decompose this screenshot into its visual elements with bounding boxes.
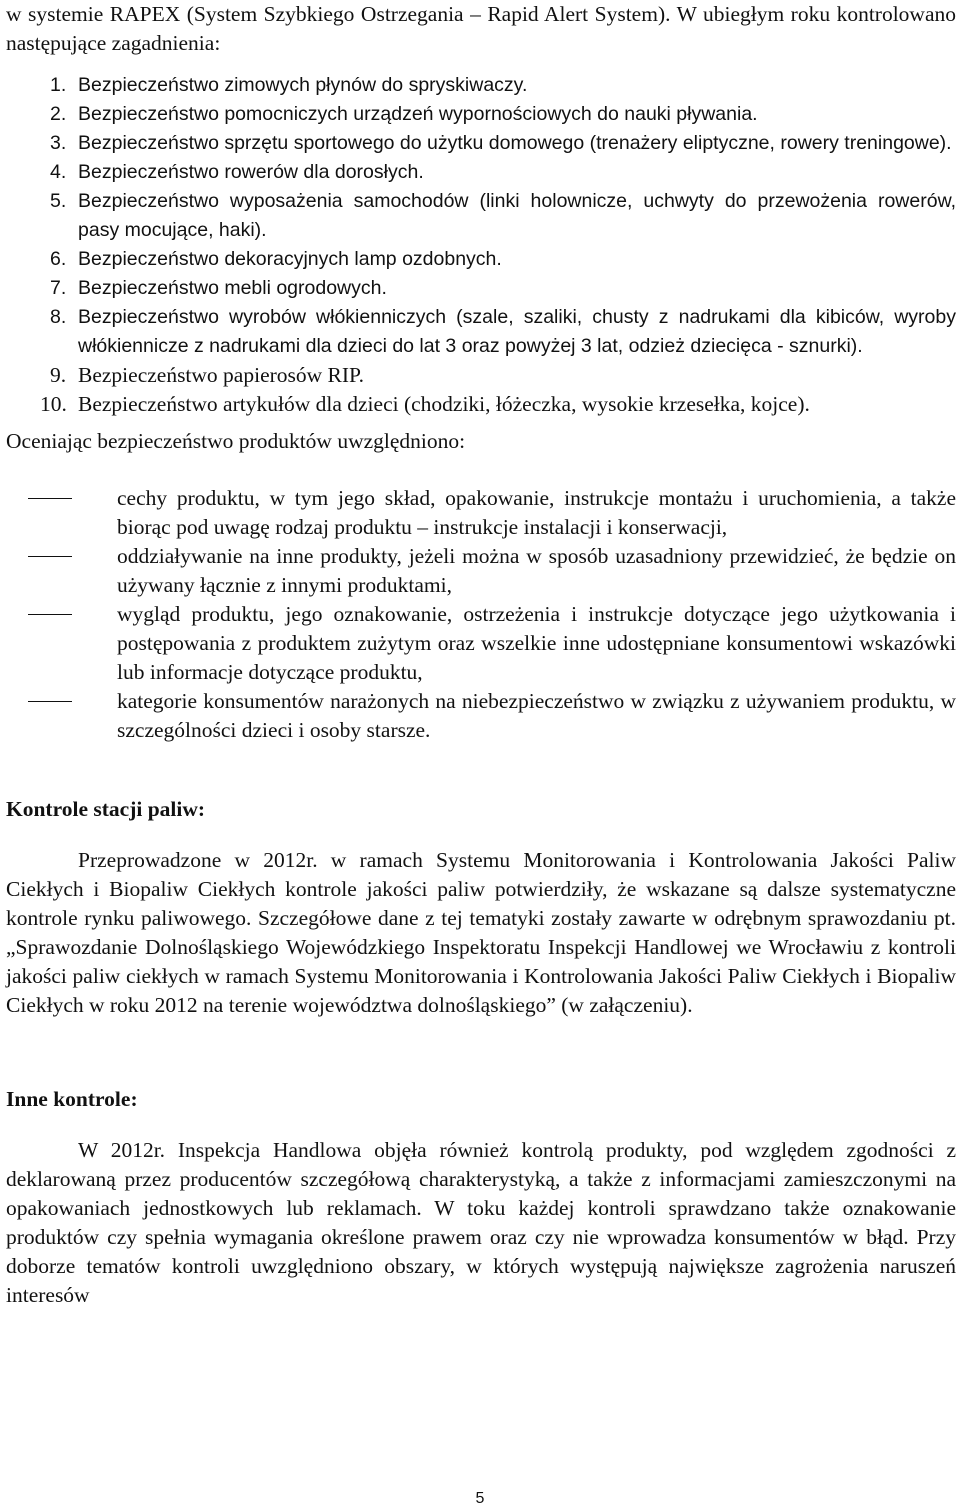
list-item-text: kategorie konsumentów narażonych na niebezpieczeństwo w związku z używaniem produktu, w szczególności dzieci i osoby starsze. <box>117 689 956 742</box>
list-item-text: Bezpieczeństwo dekoracyjnych lamp ozdobnych. <box>78 248 502 270</box>
fuel-section-heading: Kontrole stacji paliw: <box>6 797 206 821</box>
list-item-text: Bezpieczeństwo zimowych płynów do spryskiwaczy. <box>78 74 528 96</box>
list-item-text: Bezpieczeństwo papierosów RIP. <box>78 363 364 387</box>
list-item-number: 3. <box>50 132 67 154</box>
list-item-text: Bezpieczeństwo pomocniczych urządzeń wypornościowych do nauki pływania. <box>78 103 758 125</box>
document-page <box>6 0 956 1310</box>
list-item <box>6 100 956 129</box>
other-section-heading: Inne kontrole: <box>6 1087 138 1111</box>
other-section-body: W 2012r. Inspekcja Handlowa objęła również kontrolą produkty, pod względem zgodności z deklarowaną przez producentów szczegółową charakterystyką, a także z informacjami zamieszczonymi na opakowaniach jednostkowych lub reklamach. W toku każdej kontroli sprawdzano także oznakowanie produktów czy spełnia wymagania określone prawem oraz czy nie wprowadza konsumentów w błąd. Przy doborze tematów kontroli uwzględniono obszary, w których występują największe zagrożenia naruszeń interesów <box>6 1138 956 1307</box>
list-item <box>6 71 956 100</box>
list-item <box>6 687 956 745</box>
list-item-number: 9. <box>50 363 67 387</box>
list-item <box>6 303 956 361</box>
list-item-number: 5. <box>50 190 67 212</box>
list-item <box>6 129 956 158</box>
fuel-section-body: Przeprowadzone w 2012r. w ramach Systemu Monitorowania i Kontrolowania Jakości Paliw Ciekłych i Biopaliw Ciekłych kontrole jakości paliw potwierdziły, że wskazane są dalsze systematyczne kontrole rynku paliwowego. Szczegółowe dane z tej tematyki zostały zawarte w odrębnym sprawozdaniu pt. „Sprawozdanie Dolnośląskiego Wojewódzkiego Inspektoratu Inspekcji Handlowej we Wrocławiu z kontroli jakości paliw ciekłych w ramach Systemu Monitorowania i Kontrolowania Jakości Paliw Ciekłych i Biopaliw Ciekłych w roku 2012 na terenie województwa dolnośląskiego” (w załączeniu). <box>6 848 956 1017</box>
dash-bullet <box>28 701 72 702</box>
list-item-number: 6. <box>50 248 67 270</box>
topics-list <box>6 71 956 419</box>
list-item-text: Bezpieczeństwo artykułów dla dzieci (chodziki, łóżeczka, wysokie krzesełka, kojce). <box>78 392 810 416</box>
assessment-lead: Oceniając bezpieczeństwo produktów uwzględniono: <box>6 429 466 453</box>
list-item-text: Bezpieczeństwo mebli ogrodowych. <box>78 277 387 299</box>
page-number: 5 <box>475 1490 485 1507</box>
list-item-number: 10. <box>40 392 67 416</box>
list-item-number: 8. <box>50 306 67 328</box>
list-item <box>6 361 956 390</box>
list-item-text: Bezpieczeństwo wyrobów włókienniczych (szale, szaliki, chusty z nadrukami dla kibiców, wyroby włókiennicze z nadrukami dla dzieci do lat 3 oraz powyżej 3 lat, odzież dziecięca - sznurki). <box>78 306 956 357</box>
list-item <box>6 158 956 187</box>
list-item-text: cechy produktu, w tym jego skład, opakowanie, instrukcje montażu i uruchomienia, a także biorąc pod uwagę rodzaj produktu – instrukcje instalacji i konserwacji, <box>117 486 956 539</box>
intro-paragraph: w systemie RAPEX (System Szybkiego Ostrzegania – Rapid Alert System). W ubiegłym roku kontrolowano następujące zagadnienia: <box>6 2 956 55</box>
list-item <box>6 274 956 303</box>
dash-bullet <box>28 614 72 615</box>
list-item <box>6 484 956 542</box>
assessment-list <box>6 484 956 745</box>
list-item-number: 7. <box>50 277 67 299</box>
list-item-number: 2. <box>50 103 67 125</box>
list-item-text: wygląd produktu, jego oznakowanie, ostrzeżenia i instrukcje dotyczące jego użytkowania i postępowania z produktem zużytym oraz wszelkie inne udostępniane konsumentowi wskazówki lub informacje dotyczące produktu, <box>117 602 956 684</box>
dash-bullet <box>28 498 72 499</box>
list-item <box>6 390 956 419</box>
list-item <box>6 187 956 245</box>
list-item <box>6 245 956 274</box>
list-item <box>6 542 956 600</box>
list-item-text: Bezpieczeństwo rowerów dla dorosłych. <box>78 161 424 183</box>
list-item <box>6 600 956 687</box>
list-item-text: Bezpieczeństwo sprzętu sportowego do użytku domowego (trenażery eliptyczne, rowery treningowe). <box>78 132 952 154</box>
list-item-text: oddziaływanie na inne produkty, jeżeli można w sposób uzasadniony przewidzieć, że będzie on używany łącznie z innymi produktami, <box>117 544 956 597</box>
list-item-number: 1. <box>50 74 67 96</box>
list-item-text: Bezpieczeństwo wyposażenia samochodów (linki holownicze, uchwyty do przewożenia rowerów, pasy mocujące, haki). <box>78 190 956 241</box>
dash-bullet <box>28 556 72 557</box>
list-item-number: 4. <box>50 161 67 183</box>
